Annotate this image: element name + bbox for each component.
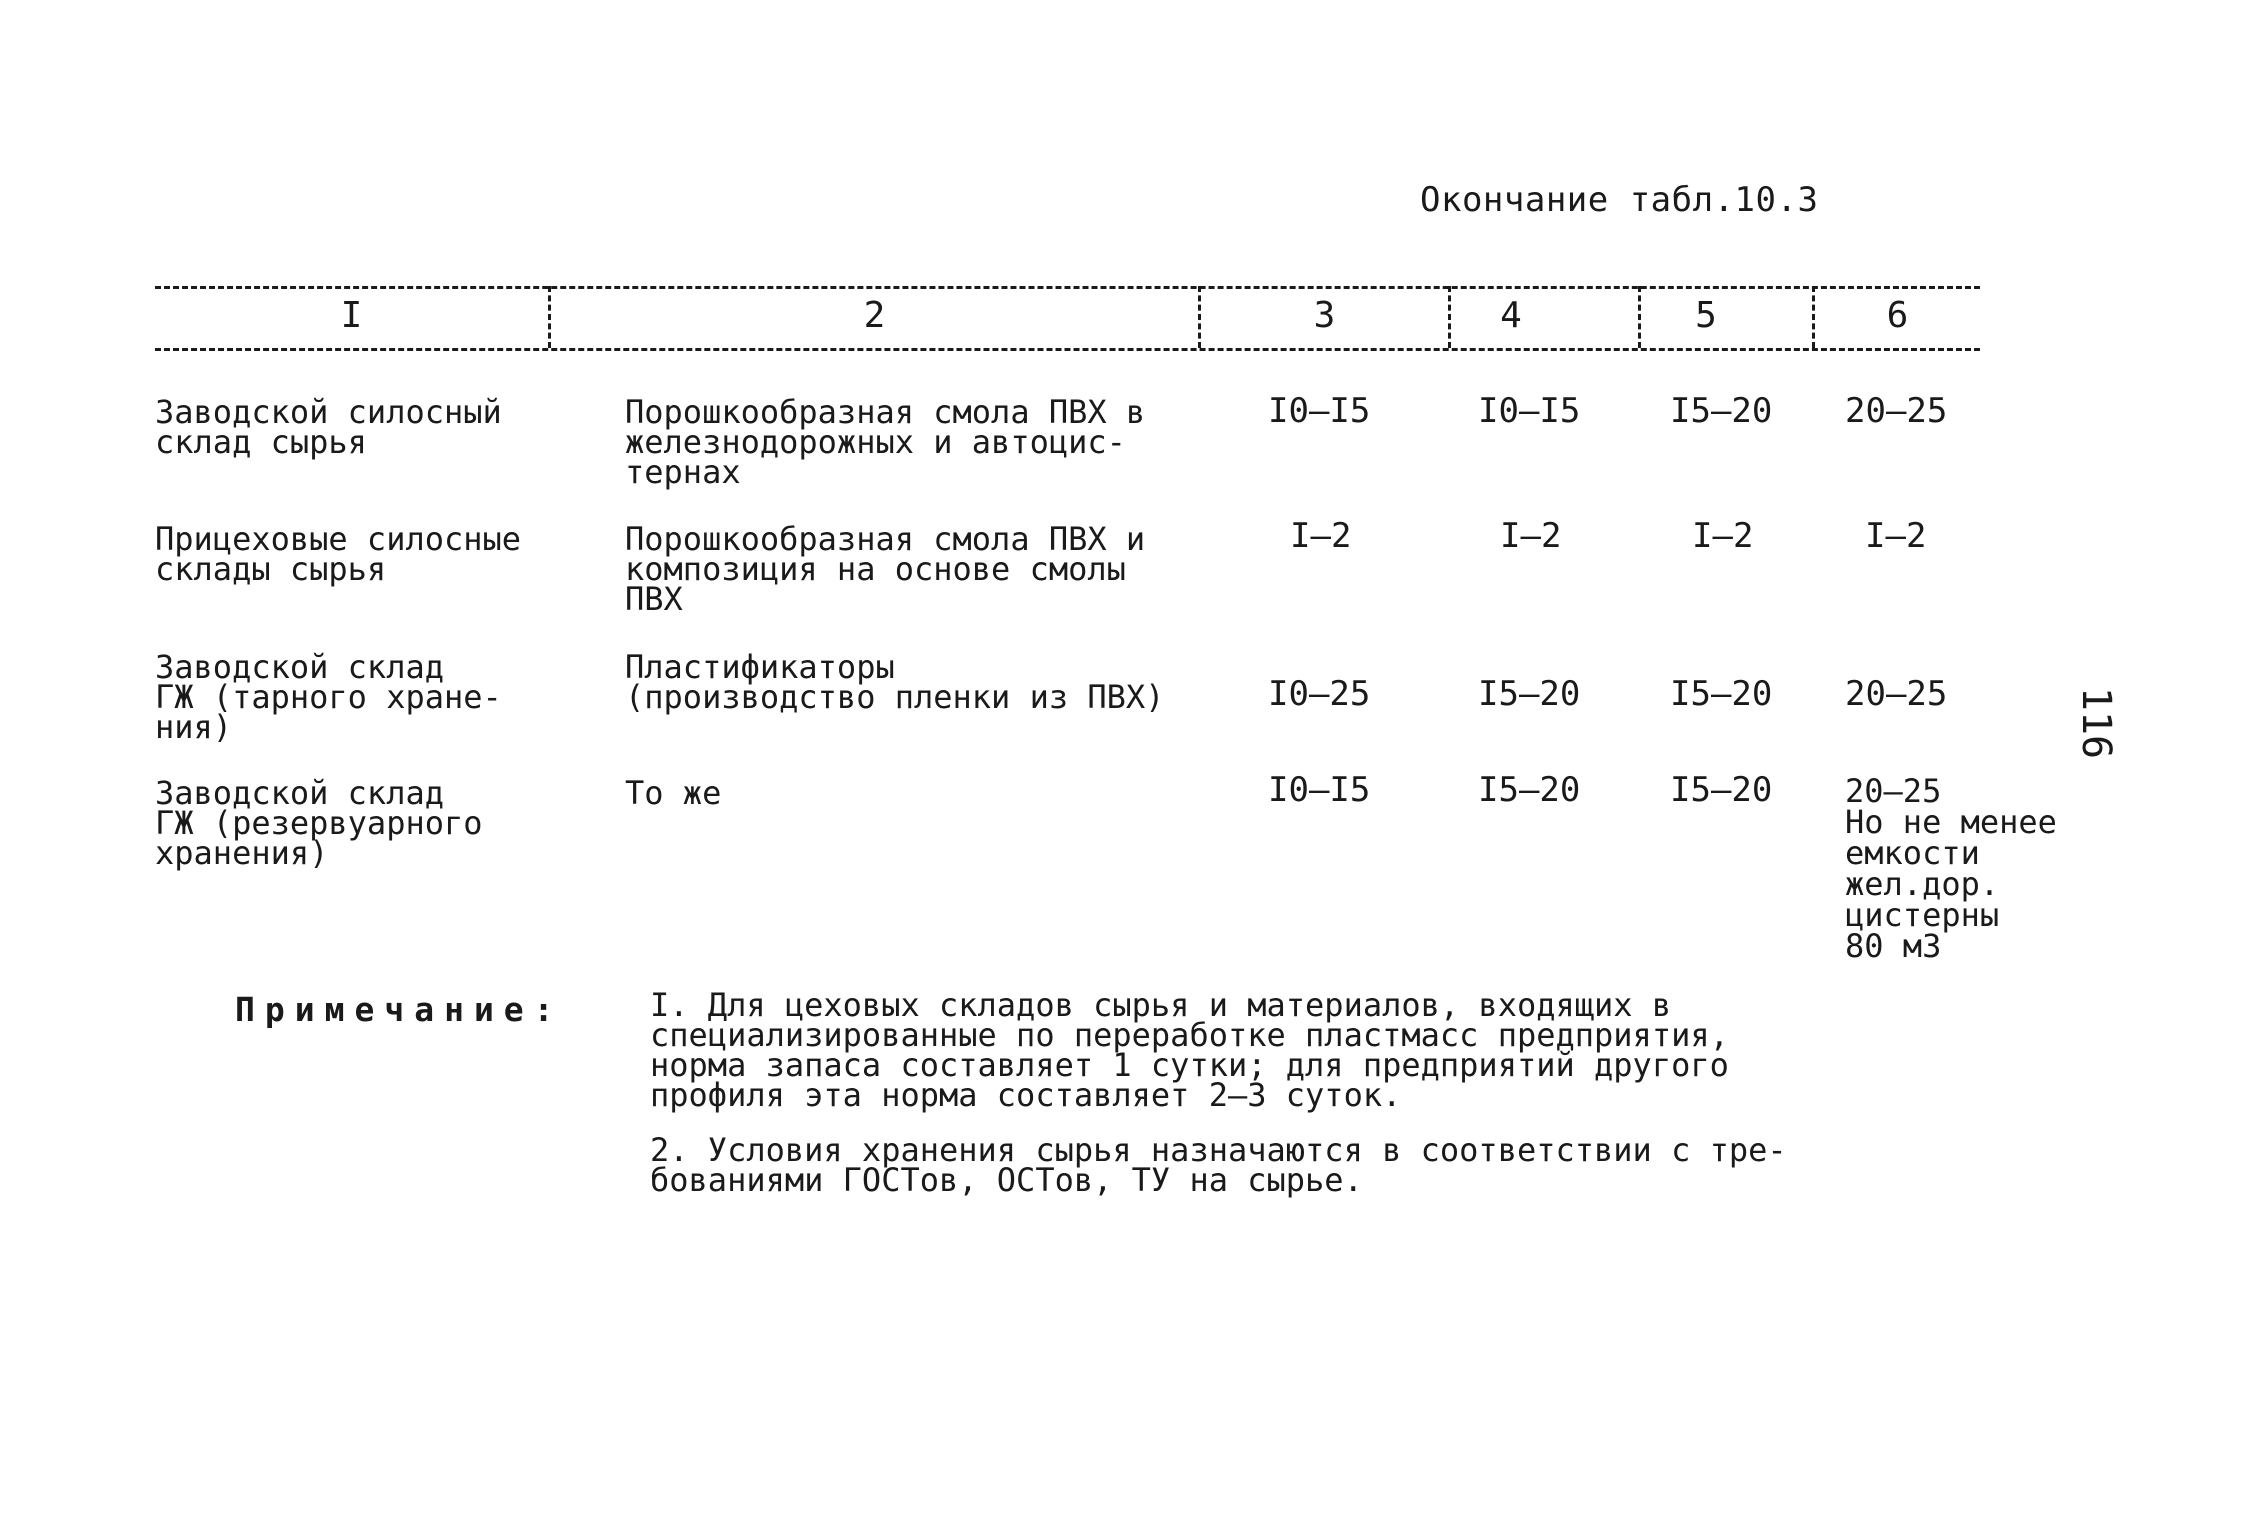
table-top-rule <box>155 286 1980 289</box>
note-2: 2. Условия хранения сырья назначаются в соответствии с тре- бованиями ГОСТов, ОСТов, ТУ на сырье. <box>650 1131 1787 1199</box>
row2-col6: I–2 <box>1865 516 1927 556</box>
row4-col6: 20–25 Но не менее емкости жел.дор. цистерны 80 м3 <box>1845 772 2057 965</box>
row2-col4: I–2 <box>1500 516 1562 556</box>
row3-col6: 20–25 <box>1845 674 1948 714</box>
note-1: I. Для цеховых складов сырья и материалов, входящих в специализированные по переработке пластмасс предприятия, норма запаса составляет 1 сутки; для предприятий другого профиля эта норма составляет 2–3 суток. <box>650 986 1729 1114</box>
row1-col4: I0–I5 <box>1478 391 1581 431</box>
column-number-3: 3 <box>1313 295 1336 336</box>
row4-col4: I5–20 <box>1478 770 1581 810</box>
column-number-5: 5 <box>1695 295 1717 336</box>
column-number-1: I <box>340 295 363 336</box>
row2-storage-type: Прицеховые силосные склады сырья <box>155 520 522 588</box>
column-number-4: 4 <box>1500 295 1522 336</box>
row3-col4: I5–20 <box>1478 674 1581 714</box>
row1-storage-type: Заводской силосный склад сырья <box>155 393 502 461</box>
table-header-bottom-rule <box>155 348 1980 351</box>
row3-col5: I5–20 <box>1670 674 1773 714</box>
row4-storage-type: Заводской склад ГЖ (резервуарного хранения) <box>155 774 483 872</box>
row1-col6: 20–25 <box>1845 391 1948 431</box>
row2-col5: I–2 <box>1692 516 1754 556</box>
row2-material: Порошкообразная смола ПВХ и композиция на основе смолы ПВХ <box>625 520 1146 618</box>
page-number: 116 <box>2073 686 2120 760</box>
row4-col3: I0–I5 <box>1268 770 1371 810</box>
row3-col3: I0–25 <box>1268 674 1371 714</box>
row2-col3: I–2 <box>1290 516 1352 556</box>
row4-material: То же <box>625 774 722 812</box>
row1-col5: I5–20 <box>1670 391 1773 431</box>
column-number-2: 2 <box>863 295 886 336</box>
column-number-6: 6 <box>1886 295 1909 336</box>
row4-col5: I5–20 <box>1670 770 1773 810</box>
table-caption: Окончание табл.10.3 <box>1420 180 1819 220</box>
row3-material: Пластификаторы (производство пленки из ПВХ) <box>625 648 1165 716</box>
row1-col3: I0–I5 <box>1268 391 1371 431</box>
row3-storage-type: Заводской склад ГЖ (тарного хране- ния) <box>155 648 502 746</box>
row1-material: Порошкообразная смола ПВХ в железнодорожных и автоцис- тернах <box>625 393 1146 491</box>
notes-label: Примечание: <box>235 990 564 1029</box>
